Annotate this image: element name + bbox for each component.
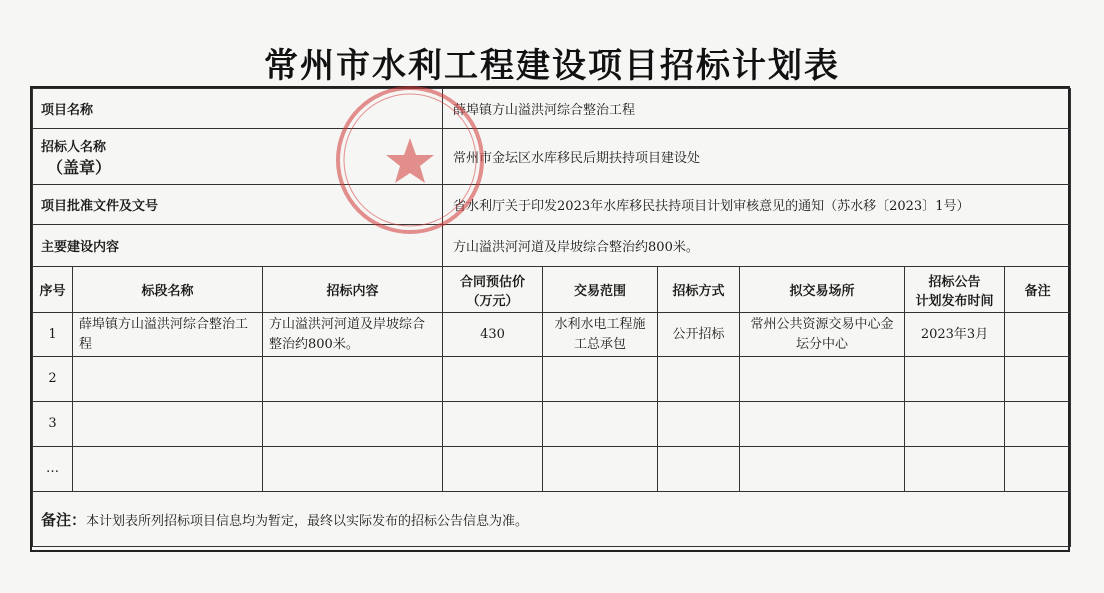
col-publish-line2: 计划发布时间	[915, 293, 994, 309]
row-method	[658, 357, 740, 402]
row-venue: 常州公共资源交易中心金坛分中心	[740, 313, 905, 357]
row-section	[73, 357, 263, 402]
plan-table	[32, 88, 1071, 547]
column-header-row	[33, 267, 1071, 313]
col-method: 招标方式	[658, 267, 740, 313]
table-row	[33, 313, 1071, 357]
row-publish: 2023年3月	[905, 313, 1005, 357]
row-scope	[263, 357, 443, 402]
col-scope: 招标内容	[263, 267, 443, 313]
row-range	[543, 402, 658, 447]
content-label: 主要建设内容	[33, 225, 443, 267]
col-remark: 备注	[1005, 267, 1071, 313]
row-scope	[263, 447, 443, 492]
footer-note	[33, 492, 1071, 547]
col-seq: 序号	[33, 267, 73, 313]
footer-note-row	[33, 492, 1071, 547]
row-seq: 2	[33, 357, 73, 402]
tenderer-seal-note: （盖章）	[47, 157, 112, 177]
col-price-line2: （万元）	[466, 293, 519, 309]
page-title: 常州市水利工程建设项目招标计划表	[264, 46, 840, 86]
table-row	[33, 402, 1071, 447]
tenderer-value: 常州市金坛区水库移民后期扶持项目建设处	[443, 129, 1071, 185]
col-publish	[905, 267, 1005, 313]
tenderer-row	[33, 129, 1071, 185]
row-scope	[263, 402, 443, 447]
row-section	[73, 402, 263, 447]
row-remark	[1005, 357, 1071, 402]
row-range	[543, 357, 658, 402]
project-name-label: 项目名称	[33, 89, 443, 129]
row-method: 公开招标	[658, 313, 740, 357]
row-venue	[740, 357, 905, 402]
project-name-row	[33, 89, 1071, 129]
row-range	[543, 447, 658, 492]
plan-table-sheet	[30, 86, 1070, 552]
table-row	[33, 447, 1071, 492]
row-scope: 方山溢洪河河道及岸坡综合整治约800米。	[263, 313, 443, 357]
col-price-line1: 合同预估价	[460, 274, 526, 290]
approval-label: 项目批准文件及文号	[33, 185, 443, 225]
row-price	[443, 447, 543, 492]
row-remark	[1005, 402, 1071, 447]
content-row	[33, 225, 1071, 267]
row-remark	[1005, 313, 1071, 357]
table-row	[33, 357, 1071, 402]
approval-value: 省水利厅关于印发2023年水库移民扶持项目计划审核意见的通知（苏水移〔2023〕1号）	[443, 185, 1071, 225]
row-remark	[1005, 447, 1071, 492]
tenderer-label: 招标人名称	[41, 139, 107, 155]
row-price	[443, 402, 543, 447]
content-value: 方山溢洪河河道及岸坡综合整治约800米。	[443, 225, 1071, 267]
row-seq: 1	[33, 313, 73, 357]
tenderer-label-cell	[33, 129, 443, 185]
approval-row	[33, 185, 1071, 225]
row-price	[443, 357, 543, 402]
row-venue	[740, 402, 905, 447]
row-section: 薛埠镇方山溢洪河综合整治工程	[73, 313, 263, 357]
note-label: 备注：	[41, 510, 87, 529]
col-publish-line1: 招标公告	[928, 274, 981, 290]
row-price: 430	[443, 313, 543, 357]
row-method	[658, 402, 740, 447]
row-publish	[905, 447, 1005, 492]
col-section: 标段名称	[73, 267, 263, 313]
row-publish	[905, 402, 1005, 447]
row-seq: …	[33, 447, 73, 492]
col-price	[443, 267, 543, 313]
row-range: 水利水电工程施工总承包	[543, 313, 658, 357]
note-text: 本计划表所列招标项目信息均为暂定，最终以实际发布的招标公告信息为准。	[86, 513, 529, 529]
col-venue: 拟交易场所	[740, 267, 905, 313]
row-section	[73, 447, 263, 492]
row-method	[658, 447, 740, 492]
row-publish	[905, 357, 1005, 402]
col-range: 交易范围	[543, 267, 658, 313]
row-venue	[740, 447, 905, 492]
row-seq: 3	[33, 402, 73, 447]
project-name-value: 薛埠镇方山溢洪河综合整治工程	[443, 89, 1071, 129]
